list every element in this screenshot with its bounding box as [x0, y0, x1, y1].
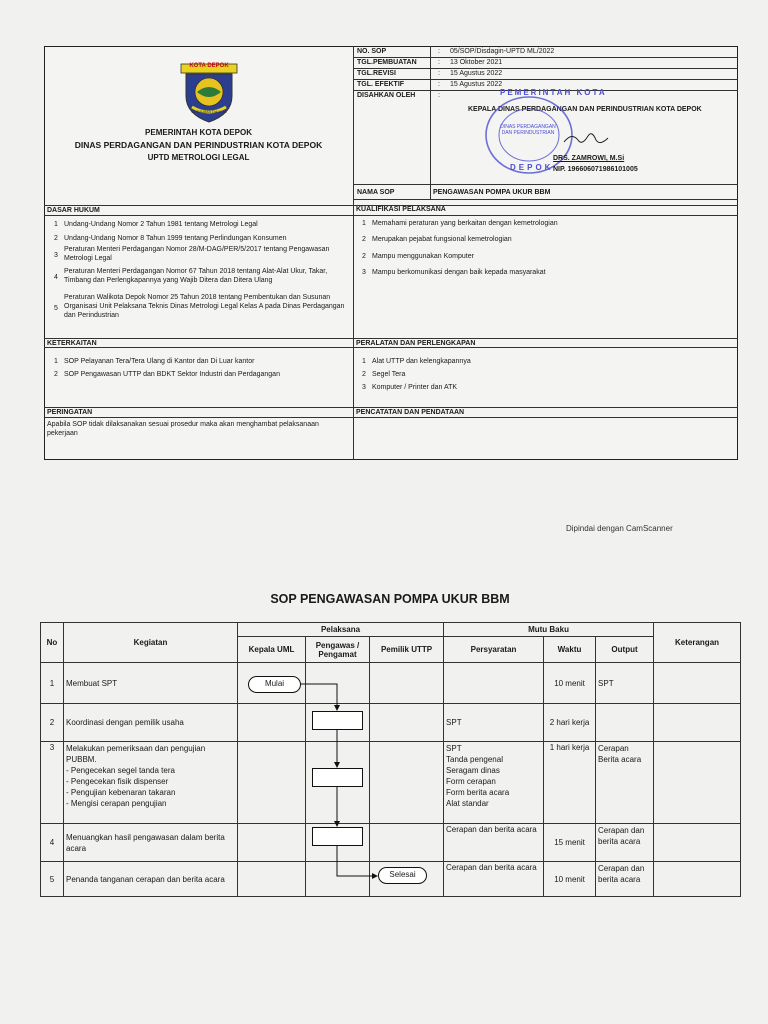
row-output: Cerapan dan berita acara [596, 862, 654, 897]
row-output: SPT [596, 663, 654, 704]
row-output: Cerapan Berita acara [596, 742, 654, 824]
meta-value-tgl-pembuatan: 13 Oktober 2021 [450, 59, 503, 66]
flow-step-4 [312, 827, 363, 846]
flow-end: Selesai [378, 867, 427, 884]
row-kegiatan: Penanda tanganan cerapan dan berita acara [64, 862, 238, 897]
nama-sop-value: PENGAWASAN POMPA UKUR BBM [433, 189, 551, 196]
keterkaitan-title: KETERKAITAN [47, 340, 97, 347]
row-no: 4 [41, 824, 64, 862]
approval-name: DRS. ZAMROWI, M.Si [553, 155, 625, 162]
col-kepala-uml: Kepala UML [238, 637, 306, 663]
row-waktu: 15 menit [544, 824, 596, 862]
row-no: 1 [41, 663, 64, 704]
logo-text: KOTA DEPOK [189, 63, 229, 69]
approval-title: KEPALA DINAS PERDAGANGAN DAN PERINDUSTRIAN KOTA DEPOK [468, 106, 702, 113]
stamp-inner-text: DINAS PERDAGANGAN DAN PERINDUSTRIAN [500, 124, 556, 136]
peralatan-title: PERALATAN DAN PERLENGKAPAN [356, 340, 476, 347]
dasar-hukum-title: DASAR HUKUM [47, 207, 100, 214]
col-pelaksana: Pelaksana [238, 623, 444, 637]
row-persyaratan: Cerapan dan berita acara [444, 862, 544, 897]
row-waktu: 10 menit [544, 862, 596, 897]
row-waktu: 2 hari kerja [544, 704, 596, 742]
row-kegiatan: Melakukan pemeriksaan dan pengujian PUBBM. - Pengecekan segel tanda tera - Pengecekan fisik dispenser - Pengujian kebenaran takaran - Mengisi cerapan pengujian [64, 742, 238, 824]
meta-label-disahkan: DISAHKAN OLEH [357, 92, 416, 99]
meta-label-no-sop: NO. SOP [357, 48, 387, 55]
org-line2: DINAS PERDAGANGAN DAN PERINDUSTRIAN KOTA DEPOK [74, 140, 323, 150]
approval-nip: NIP. 196606071986101005 [553, 166, 638, 173]
meta-label-tgl-revisi: TGL.REVISI [357, 70, 396, 77]
col-no: No [41, 623, 64, 663]
col-kegiatan: Kegiatan [64, 623, 238, 663]
logo-motto: BERSAMA DAHLIA [191, 109, 227, 114]
sop-title: SOP PENGAWASAN POMPA UKUR BBM [270, 592, 510, 606]
row-no: 2 [41, 704, 64, 742]
nama-sop-label: NAMA SOP [357, 189, 395, 196]
col-pengawas: Pengawas / Pengamat [306, 637, 370, 663]
peringatan-text: Apabila SOP tidak dilaksanakan sesuai prosedur maka akan menghambat pelaksanaan pekerjaan [47, 421, 319, 437]
row-waktu: 1 hari kerja [544, 742, 596, 824]
flow-start: Mulai [248, 676, 301, 693]
pencatatan-title: PENCATATAN DAN PENDATAAN [356, 409, 465, 416]
flow-step-2 [312, 711, 363, 730]
meta-value-no-sop: 05/SOP/Disdagin-UPTD ML/2022 [450, 48, 555, 55]
col-waktu: Waktu [544, 637, 596, 663]
meta-colon: : [438, 92, 440, 99]
row-no: 3 [41, 742, 64, 824]
meta-value-tgl-revisi: 15 Agustus 2022 [450, 70, 503, 77]
meta-colon: : [438, 81, 440, 88]
list-item: 3 Peraturan Menteri Perdagangan Nomor 28/M-DAG/PER/5/2017 tentang Pengawasan Metrologi Legal [54, 246, 330, 262]
meta-colon: : [438, 59, 440, 66]
row-persyaratan: SPT [444, 704, 544, 742]
row-persyaratan: SPT Tanda pengenal Seragam dinas Form cerapan Form berita acara Alat standar [444, 742, 544, 824]
row-kegiatan: Menuangkan hasil pengawasan dalam berita acara [64, 824, 238, 862]
flow-step-3 [312, 768, 363, 787]
meta-colon: : [438, 48, 440, 55]
stamp-bottom-text: DEPOK [510, 163, 554, 172]
row-kegiatan: Membuat SPT [64, 663, 238, 704]
col-output: Output [596, 637, 654, 663]
row-persyaratan: Cerapan dan berita acara [444, 824, 544, 862]
meta-label-tgl-efektif: TGL. EFEKTIF [357, 81, 405, 88]
org-line1: PEMERINTAH KOTA DEPOK [145, 128, 252, 137]
stamp-top-text: PEMERINTAH KOTA [500, 88, 607, 97]
col-mutu-baku: Mutu Baku [444, 623, 654, 637]
row-waktu: 10 menit [544, 663, 596, 704]
meta-value-tgl-efektif: 15 Agustus 2022 [450, 81, 503, 88]
col-keterangan: Keterangan [654, 623, 741, 663]
list-item: 4 Peraturan Menteri Perdagangan Nomor 67 Tahun 2018 tentang Alat-Alat Ukur, Takar, Timbang dan Perlengkapannya yang Wajib Ditera dan Ditera Ulang [54, 268, 328, 284]
col-pemilik: Pemilik UTTP [370, 637, 444, 663]
meta-label-tgl-pembuatan: TGL.PEMBUATAN [357, 59, 417, 66]
org-line3: UPTD METROLOGI LEGAL [147, 153, 250, 162]
list-item: 5 Peraturan Walikota Depok Nomor 25 Tahun 2018 tentang Pembentukan dan Susunan Organisasi Unit Pelaksana Teknis Dinas Metrologi Legal Kelas A pada Dinas Perdagangan dan Perindustrian [54, 294, 345, 319]
row-output: Cerapan dan berita acara [596, 824, 654, 862]
row-kegiatan: Koordinasi dengan pemilik usaha [64, 704, 238, 742]
meta-colon: : [438, 70, 440, 77]
kualifikasi-title: KUALIFIKASI PELAKSANA [356, 206, 446, 213]
peringatan-title: PERINGATAN [47, 409, 93, 416]
row-no: 5 [41, 862, 64, 897]
scanner-note: Dipindai dengan CamScanner [566, 524, 673, 533]
col-persyaratan: Persyaratan [444, 637, 544, 663]
